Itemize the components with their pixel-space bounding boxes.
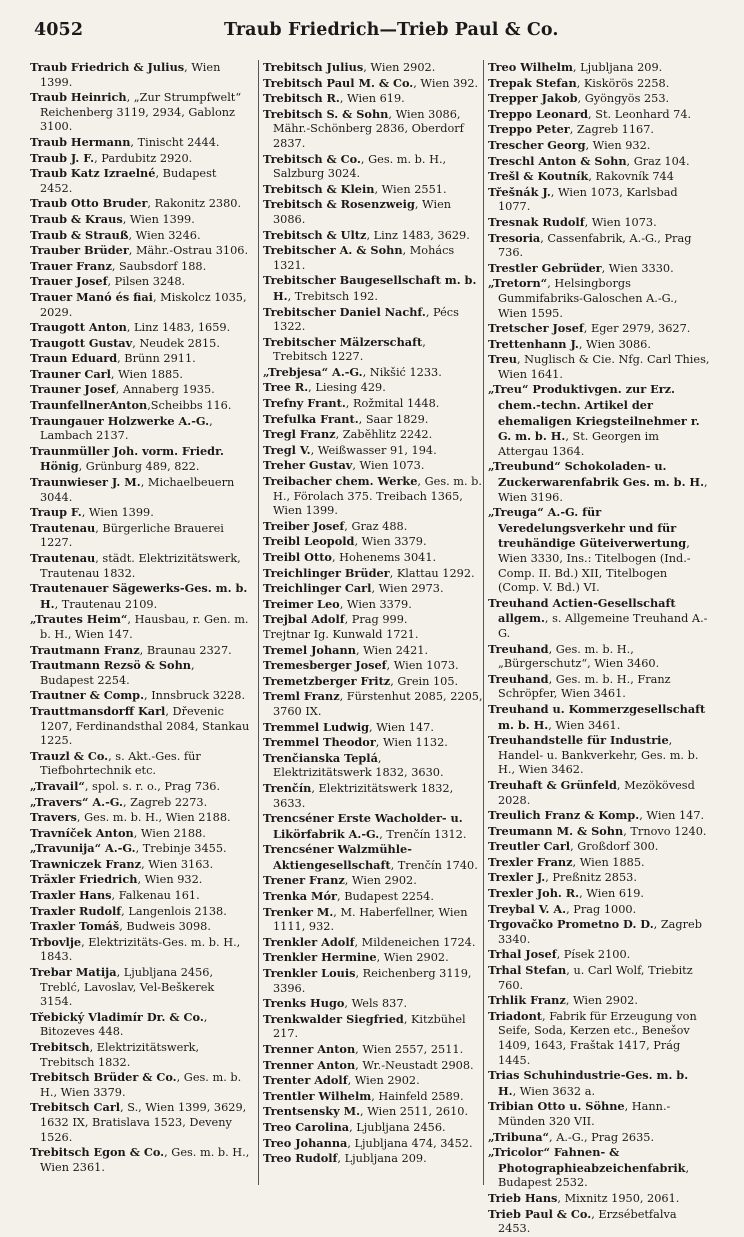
- directory-entry: Trhal Stefan, u. Carl Wolf, Triebitz 760.: [488, 963, 693, 992]
- directory-entry: Třebický Vladimír Dr. & Co., Bitozeves 448.: [30, 1009, 208, 1039]
- directory-entry: Treulich Franz & Komp., Wien 147.: [488, 808, 705, 823]
- directory-entry: Trentler Wilhelm, Hainfeld 2589.: [263, 1088, 464, 1103]
- directory-entry: „Tribuna“, A.-G., Prag 2635.: [488, 1129, 655, 1144]
- directory-entry: Traunwieser J. M., Michaelbeuern 3044.: [30, 475, 235, 504]
- directory-entry: Trebitsch, Elektrizitätswerk, Trebitsch 1832.: [30, 1040, 200, 1069]
- directory-entry: Trautmann Franz, Braunau 2327.: [30, 642, 232, 657]
- directory-entry: Trautmann Rezsö & Sohn, Budapest 2254.: [30, 658, 195, 687]
- directory-entry: Trešl & Koutník, Rakovník 744: [488, 169, 674, 184]
- directory-entry: Trebitsch S. & Sohn, Wien 3086, Mähr.-Schönberg 2836, Oberdorf 2837.: [263, 106, 464, 150]
- directory-entry: Traxler Hans, Falkenau 161.: [30, 888, 200, 903]
- directory-entry: Trauzl & Co., s. Akt.-Ges. für Tiefbohrtechnik etc.: [30, 748, 201, 778]
- directory-entry: Trencséner Walzmühle-Aktiengesellschaft, Trenčín 1740.: [263, 842, 478, 872]
- directory-entry: Tremmel Ludwig, Wien 147.: [263, 719, 434, 734]
- directory-entry: Trebitsch & Ultz, Linz 1483, 3629.: [263, 227, 470, 242]
- directory-entry: Trautner & Comp., Innsbruck 3228.: [30, 688, 246, 703]
- directory-entry: Treibl Otto, Hohenems 3041.: [263, 550, 437, 564]
- directory-entry: Träxler Friedrich, Wien 932.: [30, 872, 203, 887]
- directory-entry: Trauer Franz, Saubsdorf 188.: [30, 258, 207, 273]
- directory-entry: Trenkler Hermine, Wien 2902.: [263, 950, 449, 965]
- page-number: 4052: [34, 20, 84, 40]
- directory-entry: Trenkwalder Siegfried, Kitzbühel 217.: [263, 1011, 466, 1041]
- directory-entry: Tremmel Theodor, Wien 1132.: [263, 735, 448, 750]
- directory-entry: Trefny Frant., Rožmital 1448.: [263, 396, 440, 411]
- directory-entry: Treibacher chem. Werke, Ges. m. b. H., Förolach 375. Treibach 1365, Wien 1399.: [263, 474, 483, 518]
- directory-entry: Trexler J., Preßnitz 2853.: [488, 870, 637, 885]
- directory-entry: Trebitsch Brüder & Co., Ges. m. b. H., Wien 3379.: [30, 1070, 242, 1099]
- directory-entry: Treuhand Actien-Gesellschaft allgem., s. Allgemeine Treuhand A.-G.: [488, 595, 708, 640]
- directory-entry: Treichlinger Brüder, Klattau 1292.: [263, 565, 475, 580]
- directory-entry: Trexler Franz, Wien 1885.: [488, 854, 645, 869]
- directory-entry: Trebitscher Mälzerschaft, Trebitsch 1227.: [263, 334, 426, 364]
- directory-entry: Trenks Hugo, Wels 837.: [263, 996, 408, 1011]
- directory-entry: „Travunija“ A.-G., Trebinje 3455.: [30, 841, 227, 856]
- directory-entry: Trescher Georg, Wien 932.: [488, 137, 651, 152]
- directory-entry: Trauer Manó és fiai, Miskolcz 1035, 2029.: [30, 289, 247, 319]
- directory-entry: Traub Hermann, Tinischt 2444.: [30, 134, 220, 149]
- directory-entry: „Treubund“ Schokoladen- u. Zuckerwarenfabrik Ges. m. b. H., Wien 3196.: [488, 459, 708, 504]
- page-title: Traub Friedrich—Trieb Paul & Co.: [224, 20, 559, 40]
- directory-entry: Traunmüller Joh. vorm. Friedr. Hönig, Grünburg 489, 822.: [30, 443, 224, 474]
- column-left: [30, 60, 250, 1175]
- directory-entry: TraunfellnerAnton,Scheibbs 116.: [30, 398, 232, 413]
- directory-entry: Tremel Johann, Wien 2421.: [263, 642, 429, 657]
- directory-entry: Trestler Gebrüder, Wien 3330.: [488, 260, 674, 275]
- directory-entry: Trenter Adolf, Wien 2902.: [263, 1073, 420, 1088]
- directory-entry: Trener Franz, Wien 2902.: [263, 873, 417, 888]
- directory-entry: Tribian Otto u. Söhne, Hann.-Münden 320 VII.: [488, 1099, 671, 1128]
- directory-entry: Tremetzberger Fritz, Grein 105.: [263, 673, 459, 688]
- directory-entry: Treichlinger Carl, Wien 2973.: [263, 581, 444, 596]
- directory-entry: Trenka Mór, Budapest 2254.: [263, 889, 434, 904]
- directory-entry: Traub Katz Izraelné, Budapest 2452.: [30, 166, 217, 195]
- directory-entry: Trautenau, städt. Elektrizitätswerk, Trautenau 1832.: [30, 551, 241, 580]
- directory-entry: Triadont, Fabrik für Erzeugung von Seife, Soda, Kerzen etc., Benešov 1409, 1643, Fraštak 1417, Prág 1445.: [488, 1008, 697, 1067]
- directory-entry: Traun Eduard, Brünn 2911.: [30, 351, 196, 366]
- directory-entry: Trencséner Erste Wacholder- u. Likörfabrik A.-G., Trenčín 1312.: [263, 811, 467, 841]
- directory-entry: Traungauer Holzwerke A.-G., Lambach 2137.: [30, 413, 213, 443]
- directory-entry: Trieb Paul & Co., Erzsébetfalva 2453.: [488, 1206, 677, 1236]
- directory-entry: „Travers“ A.-G., Zagreb 2273.: [30, 794, 208, 809]
- directory-entry: Trejbal Adolf, Prag 999.: [263, 612, 408, 627]
- directory-entry: Treher Gustav, Wien 1073.: [263, 458, 425, 473]
- directory-entry: „Trebjesa“ A.-G., Nikšić 1233.: [263, 364, 442, 379]
- directory-entry: Treibl Leopold, Wien 3379.: [263, 534, 427, 549]
- directory-entry: Trhal Josef, Písek 2100.: [488, 947, 631, 962]
- directory-entry: Trebitsch & Klein, Wien 2551.: [263, 181, 447, 196]
- directory-entry: Trautenauer Sägewerks-Ges. m. b. H., Trautenau 2109.: [30, 581, 248, 611]
- directory-entry: Trgovačko Prometno D. D., Zagreb 3340.: [488, 917, 702, 946]
- directory-entry: Traugott Anton, Linz 1483, 1659.: [30, 320, 231, 335]
- directory-entry: Traxler Tomáš, Budweis 3098.: [30, 919, 211, 934]
- directory-entry: Trenčianska Teplá, Elektrizitätswerk 1832, 3630.: [263, 750, 444, 780]
- directory-entry: Trebitsch Egon & Co., Ges. m. b. H., Wien 2361.: [30, 1145, 250, 1174]
- directory-entry: Trepper Jakob, Gyöngyös 253.: [488, 91, 670, 106]
- directory-entry: Tretscher Josef, Eger 2979, 3627.: [488, 321, 691, 336]
- directory-entry: „Trautes Heim“, Hausbau, r. Gen. m. b. H., Wien 147.: [30, 612, 249, 641]
- directory-entry: Trenker M., M. Haberfellner, Wien 1111, 932.: [263, 904, 468, 934]
- directory-entry: Treumann M. & Sohn, Trnovo 1240.: [488, 823, 707, 838]
- directory-entry: Treml Franz, Fürstenhut 2085, 2205, 3760 IX.: [263, 689, 483, 718]
- column-divider-1: [258, 60, 259, 1185]
- directory-entry: Třešnák J., Wien 1073, Karlsbad 1077.: [488, 184, 678, 214]
- directory-entry: Trebitscher A. & Sohn, Mohács 1321.: [263, 243, 455, 272]
- directory-entry: Treimer Leo, Wien 3379.: [263, 596, 412, 611]
- directory-entry: Trejtnar Ig. Kunwald 1721.: [263, 627, 419, 641]
- directory-entry: Treu, Nuglisch & Cie. Nfg. Carl Thies, Wien 1641.: [488, 352, 710, 381]
- directory-entry: „Treuga“ A.-G. für Veredelungsverkehr und für treuhändige Güteiverwertung, Wien 3330, Ins.: Titelbogen (Ind.-Comp. II. Bd.) XII, Titelbogen (Comp. V. Bd.) VI.: [488, 505, 691, 595]
- directory-entry: Treuhand u. Kommerzgesellschaft m. b. H., Wien 3461.: [488, 701, 706, 732]
- directory-entry: „Tretorn“, Helsingborgs Gummifabriks-Galoschen A.-G., Wien 1595.: [488, 276, 678, 320]
- directory-entry: Trebitscher Daniel Nachf., Pécs 1322.: [263, 304, 459, 334]
- directory-entry: Treuhandstelle für Industrie, Handel- u. Bankverkehr, Ges. m. b. H., Wien 3462.: [488, 733, 699, 777]
- directory-entry: Traup F., Wien 1399.: [30, 505, 154, 520]
- directory-entry: Traub & Kraus, Wien 1399.: [30, 211, 195, 226]
- column-right: [488, 60, 710, 1237]
- directory-entry: Trebitsch & Co., Ges. m. b. H., Salzburg 3024.: [263, 151, 447, 181]
- directory-entry: Traub & Strauß, Wien 3246.: [30, 227, 201, 242]
- directory-entry: Treybal V. A., Prag 1000.: [488, 901, 637, 916]
- directory-entry: Trepak Stefan, Kiskörös 2258.: [488, 75, 670, 90]
- directory-entry: Trenner Anton, Wr.-Neustadt 2908.: [263, 1057, 474, 1072]
- directory-entry: Trawniczek Franz, Wien 3163.: [30, 856, 214, 871]
- directory-entry: „Treu“ Produktivgen. zur Erz. chem.-techn. Artikel der ehemaligen Kriegsteilnehmer r. G. m. b. H., St. Georgen im Attergau 1364.: [488, 382, 700, 458]
- directory-entry: Trebitsch Paul M. & Co., Wien 392.: [263, 75, 479, 90]
- directory-entry: Trebar Matija, Ljubljana 2456, Treblć, Lavoslav, Vel-Beškerek 3154.: [30, 965, 215, 1009]
- directory-entry: Trenner Anton, Wien 2557, 2511.: [263, 1042, 464, 1056]
- directory-entry: Treschl Anton & Sohn, Graz 104.: [488, 153, 690, 168]
- directory-entry: Treo Rudolf, Ljubljana 209.: [263, 1151, 427, 1166]
- directory-entry: Treuhand, Ges. m. b. H., „Bürgerschutz“, Wien 3460.: [488, 641, 660, 671]
- directory-entry: Trebitsch Julius, Wien 2902.: [263, 60, 436, 74]
- directory-entry: Traxler Rudolf, Langenlois 2138.: [30, 903, 227, 918]
- directory-entry: Trebitsch R., Wien 619.: [263, 91, 405, 106]
- directory-entry: Tresnak Rudolf, Wien 1073.: [488, 214, 657, 229]
- directory-entry: Trefulka Frant., Saar 1829.: [263, 411, 429, 426]
- directory-entry: Treuhand, Ges. m. b. H., Franz Schröpfer, Wien 3461.: [488, 671, 671, 701]
- directory-entry: „Travail“, spol. s. r. o., Prag 736.: [30, 778, 221, 793]
- directory-entry: Trenkler Adolf, Mildeneichen 1724.: [263, 934, 476, 949]
- page-header: [34, 20, 714, 48]
- column-middle: [263, 60, 483, 1167]
- directory-entry: Treutler Carl, Großdorf 300.: [488, 839, 659, 854]
- directory-entry: Tremesberger Josef, Wien 1073.: [263, 658, 459, 673]
- directory-entry: Trauer Josef, Pilsen 3248.: [30, 274, 186, 289]
- directory-entry: Treppo Peter, Zagreb 1167.: [488, 122, 654, 137]
- directory-entry: Treppo Leonard, St. Leonhard 74.: [488, 106, 692, 121]
- directory-entry: Trhlik Franz, Wien 2902.: [488, 993, 638, 1008]
- directory-entry: Trauttmansdorff Karl, Dřevenic 1207, Ferdinandsthal 2084, Stankau 1225.: [30, 703, 250, 748]
- directory-entry: Traub Otto Bruder, Rakonitz 2380.: [30, 196, 242, 211]
- directory-entry: Tresoria, Cassenfabrik, A.-G., Prag 736.: [488, 230, 692, 260]
- directory-entry: „Tricolor“ Fahnen- & Photographieabzeichenfabrik, Budapest 2532.: [488, 1145, 690, 1190]
- directory-entry: Trbovlje, Elektrizitäts-Ges. m. b. H., 1843.: [30, 934, 241, 964]
- column-divider-2: [483, 60, 484, 1185]
- directory-entry: Trebitsch Carl, S., Wien 1399, 3629, 1632 IX, Bratislava 1523, Deveny 1526.: [30, 1100, 247, 1144]
- directory-entry: Tregl Franz, Zabĕhlitz 2242.: [263, 427, 433, 442]
- directory-entry: Tree R., Liesing 429.: [263, 380, 386, 395]
- directory-entry: Trautenau, Bürgerliche Brauerei 1227.: [30, 520, 224, 550]
- directory-entry: Trauber Brüder, Mähr.-Ostrau 3106.: [30, 243, 249, 258]
- directory-entry: Treo Wilhelm, Ljubljana 209.: [488, 60, 663, 74]
- directory-entry: Trenčín, Elektrizitätswerk 1832, 3633.: [263, 780, 454, 810]
- directory-entry: Trebitscher Baugesellschaft m. b. H., Trebitsch 192.: [263, 273, 477, 303]
- directory-entry: Treo Johanna, Ljubljana 474, 3452.: [263, 1135, 473, 1150]
- directory-entry: Traub Friedrich & Julius, Wien 1399.: [30, 60, 221, 89]
- directory-entry: Trauner Carl, Wien 1885.: [30, 366, 184, 381]
- directory-entry: Trias Schuhindustrie-Ges. m. b. H., Wien 3632 a.: [488, 1068, 689, 1098]
- directory-entry: Traugott Gustav, Neudek 2815.: [30, 335, 220, 350]
- directory-entry: Travers, Ges. m. b. H., Wien 2188.: [30, 810, 231, 825]
- directory-entry: Trexler Joh. R., Wien 619.: [488, 886, 645, 901]
- directory-entry: Trauner Josef, Annaberg 1935.: [30, 382, 215, 397]
- directory-entry: Treo Carolina, Ljubljana 2456.: [263, 1119, 446, 1134]
- directory-entry: Trettenhann J., Wien 3086.: [488, 336, 651, 351]
- directory-entry: Travníček Anton, Wien 2188.: [30, 825, 206, 840]
- directory-entry: Trentsensky M., Wien 2511, 2610.: [263, 1104, 469, 1119]
- directory-entry: Trebitsch & Rosenzweig, Wien 3086.: [263, 197, 452, 226]
- directory-entry: Trenkler Louis, Reichenberg 3119, 3396.: [263, 966, 472, 995]
- directory-entry: Traub Heinrich, „Zur Strumpfwelt“ Reichenberg 3119, 2934, Gablonz 3100.: [30, 90, 242, 134]
- directory-entry: Traub J. F., Pardubitz 2920.: [30, 150, 193, 165]
- directory-entry: Tregl V., Weißwasser 91, 194.: [263, 442, 437, 457]
- directory-entry: Treuhaft & Grünfeld, Mezökövesd 2028.: [488, 777, 695, 807]
- directory-entry: Trieb Hans, Mixnitz 1950, 2061.: [488, 1190, 680, 1205]
- directory-entry: Treiber Josef, Graz 488.: [263, 518, 408, 533]
